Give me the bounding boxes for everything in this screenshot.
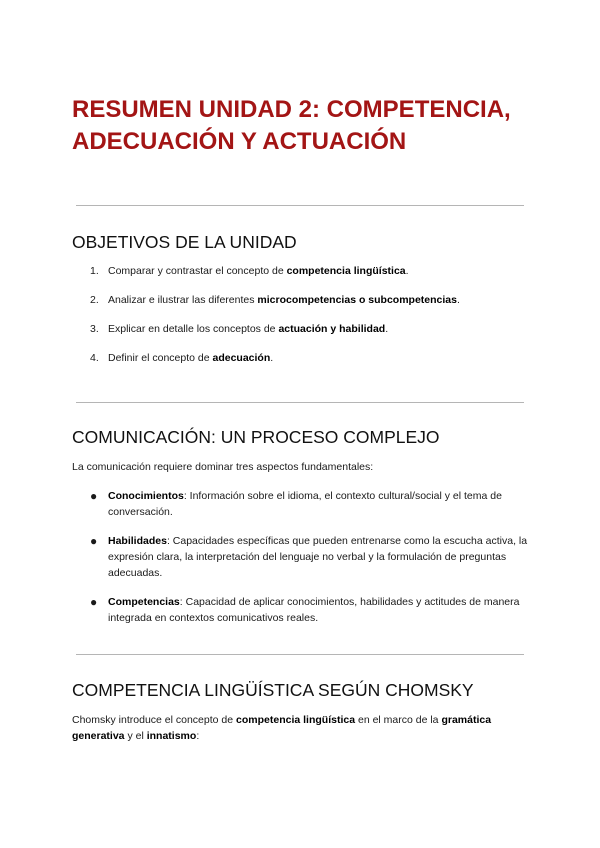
list-item: 4. Definir el concepto de adecuación. bbox=[90, 352, 274, 364]
list-item: 3. Explicar en detalle los conceptos de actuación y habilidad. bbox=[90, 323, 389, 335]
list-item: 2. Analizar e ilustrar las diferentes microcompetencias o subcompetencias. bbox=[90, 294, 460, 306]
section-divider bbox=[76, 654, 524, 655]
list-item: ● Competencias: Capacidad de aplicar conocimientos, habilidades y actitudes de manera integrada en contextos comunicativos reales. bbox=[90, 595, 520, 624]
list-item: ● Conocimientos: Información sobre el idioma, el contexto cultural/social y el tema de conversación. bbox=[90, 489, 502, 518]
aspects-list bbox=[90, 488, 540, 626]
section-heading-comunicacion: COMUNICACIÓN: UN PROCESO COMPLEJO bbox=[72, 427, 440, 447]
bullet-icon: ● bbox=[90, 489, 98, 503]
list-item: 1. Comparar y contrastar el concepto de competencia lingüística. bbox=[90, 265, 409, 277]
list-item: ● Habilidades: Capacidades específicas que pueden entrenarse como la escucha activa, la expresión clara, la interpretación del lenguaje no verbal y la formulación de preguntas adecuadas. bbox=[90, 534, 528, 579]
bullet-icon: ● bbox=[90, 595, 98, 609]
document-title: RESUMEN UNIDAD 2: COMPETENCIA, ADECUACIÓN Y ACTUACIÓN bbox=[72, 96, 511, 155]
comunicacion-intro: La comunicación requiere dominar tres aspectos fundamentales: bbox=[72, 461, 374, 473]
section-heading-chomsky: COMPETENCIA LINGÜÍSTICA SEGÚN CHOMSKY bbox=[72, 680, 474, 700]
chomsky-paragraph: Chomsky introduce el concepto de competencia lingüística en el marco de la gramática generativa y el innatismo: bbox=[72, 714, 492, 742]
section-divider bbox=[76, 205, 524, 206]
objectives-list bbox=[90, 263, 460, 366]
section-heading-objetivos: OBJETIVOS DE LA UNIDAD bbox=[72, 232, 297, 252]
section-divider bbox=[76, 402, 524, 403]
bullet-icon: ● bbox=[90, 534, 98, 548]
